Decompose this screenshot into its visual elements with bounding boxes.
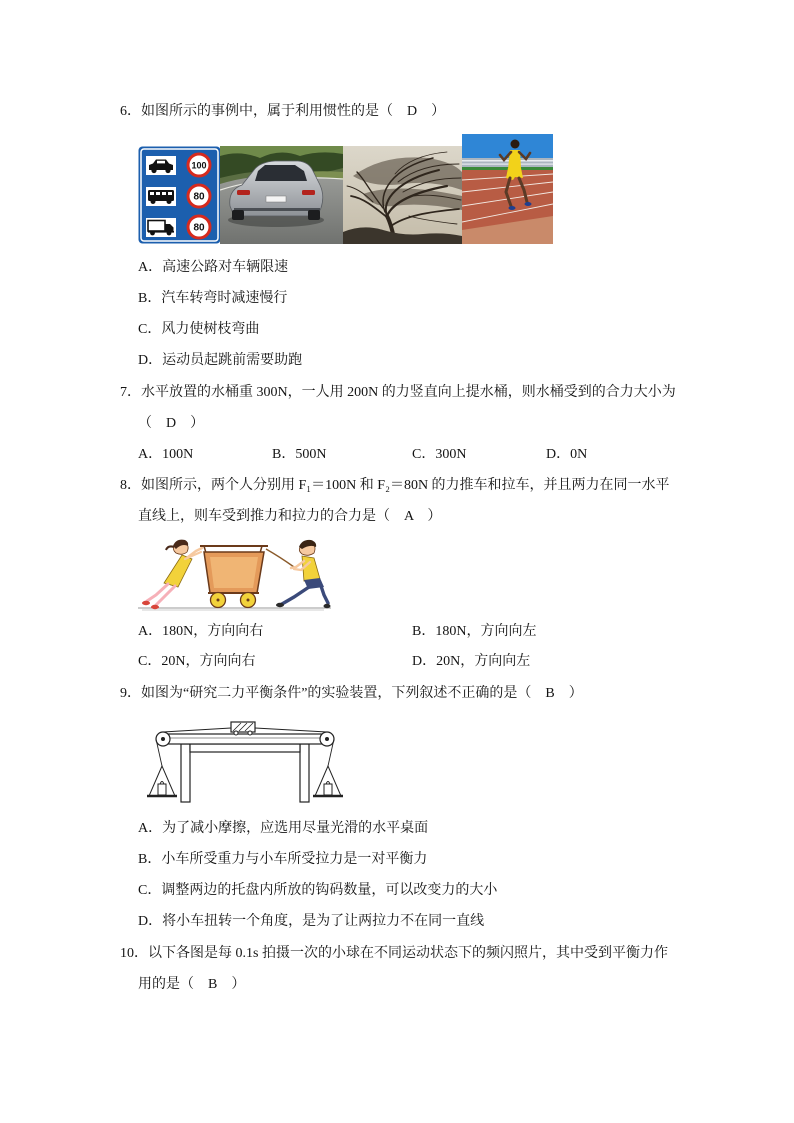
q10-stem-line1: 10．以下各图是每 0.1s 拍摄一次的小球在不同运动状态下的频闪照片，其中受到平衡力作 — [120, 946, 668, 961]
q8-option-a: A．180N，方向向右 — [138, 624, 264, 639]
q6-option-b: B．汽车转弯时减速慢行 — [138, 291, 288, 306]
q7-option-c: C．300N — [412, 447, 467, 462]
speed-limit-value: 80 — [193, 191, 205, 203]
tree-photo — [343, 146, 462, 244]
hook-weight — [324, 784, 332, 795]
bus-icon — [146, 187, 176, 206]
table-apron — [190, 744, 300, 752]
runner-photo — [462, 134, 553, 244]
q6-option-d: D．运动员起跳前需要助跑 — [138, 353, 303, 368]
girl-pushing — [142, 540, 202, 610]
speed-limit-circle — [188, 216, 210, 238]
hook-weight — [158, 784, 166, 795]
q8-option-d: D．20N，方向向左 — [412, 654, 531, 669]
boy-pulling — [276, 540, 331, 608]
ground-line — [138, 608, 331, 610]
q8-option-b: B．180N，方向向左 — [412, 624, 537, 639]
table-top — [163, 734, 327, 744]
table-leg-left — [181, 744, 190, 802]
q7-option-a: A．100N — [138, 447, 194, 462]
q9-option-b: B．小车所受重力与小车所受拉力是一对平衡力 — [138, 852, 428, 867]
car-photo — [220, 146, 343, 244]
force-balance-apparatus — [145, 720, 345, 804]
pulley-right — [320, 732, 334, 746]
q6-stem: 6．如图所示的事例中，属于利用惯性的是（ D ） — [120, 104, 446, 119]
q7-stem-line2: （ D ） — [138, 416, 205, 431]
small-cart — [231, 722, 255, 735]
q9-option-c: C．调整两边的托盘内所放的钩码数量，可以改变力的大小 — [138, 883, 498, 898]
speed-limit-sign — [138, 146, 221, 244]
weight-pan-right — [313, 766, 343, 796]
pull-rope — [266, 549, 294, 567]
q9-option-a: A．为了减小摩擦，应选用尽量光滑的水平桌面 — [138, 821, 429, 836]
car-icon — [146, 156, 176, 175]
q8-stem-line2: 直线上，则车受到推力和拉力的合力是（ A ） — [138, 509, 442, 524]
push-pull-cart-illustration — [138, 537, 331, 611]
q6-option-a: A．高速公路对车辆限速 — [138, 260, 289, 275]
q8-stem-line1: 8．如图所示，两个人分别用 F₁＝100N 和 F₂＝80N 的力推车和拉车，并且两力在同一水平 — [120, 478, 670, 493]
q9-option-d: D．将小车扭转一个角度，是为了让两拉力不在同一直线 — [138, 914, 485, 929]
q10-stem-line2: 用的是（ B ） — [138, 977, 246, 992]
stadium-stands — [462, 158, 553, 167]
speed-limit-value: 80 — [193, 222, 205, 234]
truck-icon — [146, 218, 176, 237]
q7-stem-line1: 7．水平放置的水桶重 300N，一人用 200N 的力竖直向上提水桶，则水桶受到的合力大小为 — [120, 385, 676, 400]
speed-limit-value: 100 — [191, 160, 207, 171]
pulley-left — [156, 732, 170, 746]
speed-limit-circle — [188, 185, 210, 207]
q9-stem: 9．如图为“研究二力平衡条件”的实验装置，下列叙述不正确的是（ B ） — [120, 686, 583, 701]
q7-option-b: B．500N — [272, 447, 327, 462]
speed-limit-circle — [188, 154, 210, 176]
q7-option-d: D．0N — [546, 447, 588, 462]
table-leg-right — [300, 744, 309, 802]
weight-pan-left — [147, 766, 177, 796]
cart — [200, 546, 268, 608]
q6-option-c: C．风力使树枝弯曲 — [138, 322, 260, 337]
license-plate — [266, 196, 286, 202]
q8-option-c: C．20N，方向向右 — [138, 654, 256, 669]
